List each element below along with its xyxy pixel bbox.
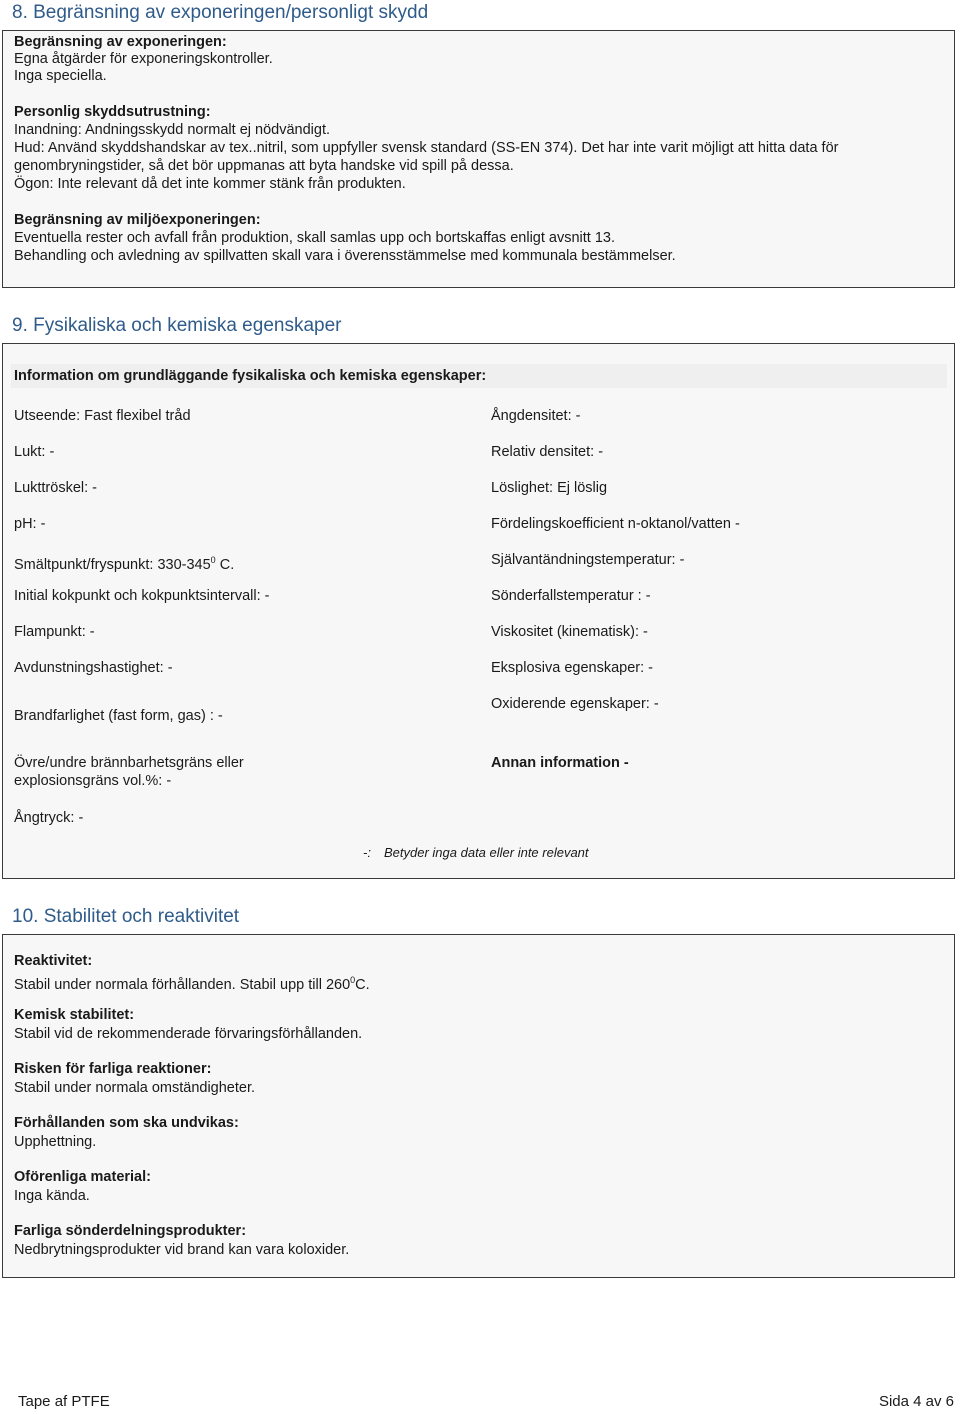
ppe-heading: Personlig skyddsutrustning: [14,104,211,120]
ppe-line-4: Ögon: Inte relevant då det inte kommer stänk från produkten. [14,176,406,192]
ppe-line-2: Hud: Använd skyddshandskar av tex..nitril, som uppfyller svensk standard (SS-EN 374). Det har inte varit möjligt att hitta data för [14,140,839,156]
legend-text: Betyder inga data eller inte relevant [384,845,589,860]
prop-angdensitet: Ångdensitet: - [491,408,581,424]
prop-ph: pH: - [14,516,46,532]
farliga-heading: Farliga sönderdelningsprodukter: [14,1223,247,1239]
env-line-1: Eventuella rester och avfall från produktion, skall samlas upp och bortskaffas enligt avsnitt 13. [14,230,615,246]
section-8-title: 8. Begränsning av exponeringen/personligt skydd [12,2,429,23]
prop-angtryck: Ångtryck: - [14,810,84,826]
footer-page-number: Sida 4 av 6 [878,1393,954,1410]
section-9-box [2,343,955,879]
section-8-box [2,30,955,288]
prop-utseende: Utseende: Fast flexibel tråd [14,408,191,424]
prop-lukt: Lukt: - [14,444,55,460]
section-9-title: 9. Fysikaliska och kemiska egenskaper [12,315,342,336]
prop-relativ-densitet: Relativ densitet: - [491,444,604,460]
prop-explosiva: Eksplosiva egenskaper: - [491,660,653,676]
prop-smaltpunkt: Smältpunkt/fryspunkt: $330-345^0$ C. [14,555,235,573]
exposure-line-2: Inga speciella. [14,68,107,84]
risk-text: Stabil under normala omständigheter. [14,1080,256,1096]
prop-fordelning: Fördelingskoefficient n-oktanol/vatten - [491,516,740,532]
prop-avdunstning: Avdunstningshastighet: - [14,660,173,676]
forhallanden-text: Upphettning. [14,1134,97,1150]
ppe-line-1: Inandning: Andningsskydd normalt ej nödvändigt. [14,122,330,138]
info-heading: Information om grundläggande fysikaliska och kemiska egenskaper: [14,368,487,384]
exposure-heading: Begränsning av exponeringen: [14,34,227,50]
reaktivitet-text: Stabil under normala förhållanden. Stabil upp till $260^0C$. [14,975,370,993]
oforenliga-text: Inga kända. [14,1188,90,1204]
section-10-box [2,934,955,1278]
prop-sonderfall: Sönderfallstemperatur : - [491,588,651,604]
prop-annan-info: Annan information - [491,755,629,771]
ppe-line-3: genombryningstider, så det bör uppmanas att byta handske vid spill på dessa. [14,158,514,174]
prop-lukttroskel: Lukttröskel: - [14,480,97,496]
section-10-title: 10. Stabilitet och reaktivitet [12,906,240,927]
farliga-text: Nedbrytningsprodukter vid brand kan vara koloxider. [14,1242,350,1258]
forhallanden-heading: Förhållanden som ska undvikas: [14,1115,239,1131]
footer-product: Tape af PTFE [18,1393,110,1410]
oforenliga-heading: Oförenliga material: [14,1169,151,1185]
prop-flampunkt: Flampunkt: - [14,624,95,640]
prop-kokpunkt: Initial kokpunkt och kokpunktsintervall: - [14,588,270,604]
prop-brannbarhet-1: Övre/undre brännbarhetsgräns eller [14,755,244,771]
env-heading: Begränsning av miljöexponeringen: [14,212,261,228]
prop-oxiderande: Oxiderende egenskaper: - [491,696,659,712]
prop-brannbarhet-2: explosionsgräns vol.%: - [14,773,172,789]
env-line-2: Behandling och avledning av spillvatten skall vara i överensstämmelse med kommunala bestämmelser. [14,248,676,264]
risk-heading: Risken för farliga reaktioner: [14,1061,212,1077]
prop-sjalvantandning: Självantändningstemperatur: - [491,552,685,568]
kemisk-heading: Kemisk stabilitet: [14,1007,135,1023]
reaktivitet-heading: Reaktivitet: [14,953,93,969]
prop-brandfarlighet: Brandfarlighet (fast form, gas) : - [14,708,223,724]
prop-viskositet: Viskositet (kinematisk): - [491,624,648,640]
legend-dash: -: [363,845,371,860]
exposure-line-1: Egna åtgärder för exponeringskontroller. [14,51,273,67]
prop-loslighet: Löslighet: Ej löslig [491,480,608,496]
kemisk-text: Stabil vid de rekommenderade förvaringsförhållanden. [14,1026,363,1042]
